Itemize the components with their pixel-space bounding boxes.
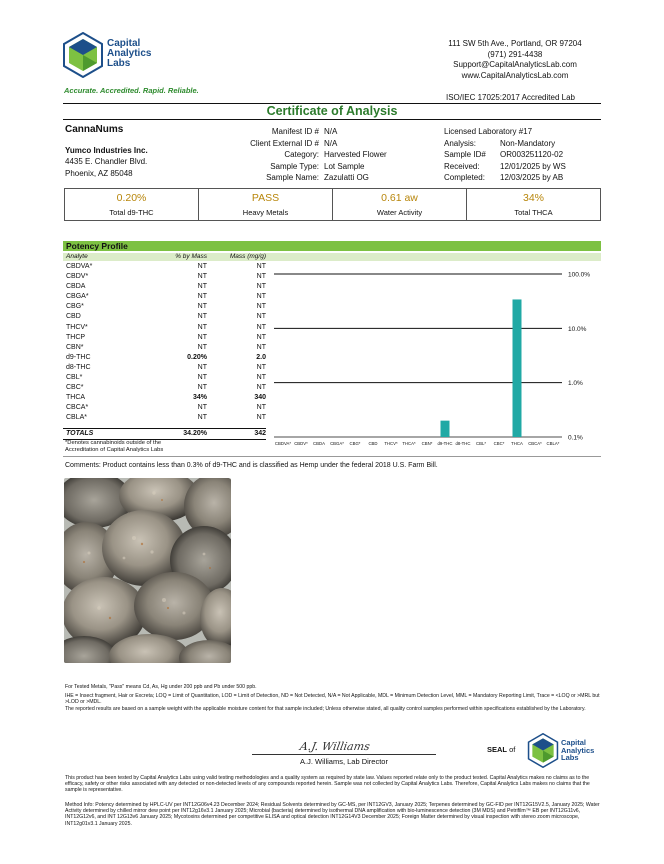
analyte-name: CBD <box>66 313 81 321</box>
analyte-name: THCV* <box>66 323 88 331</box>
analyte-name: d9-THC <box>66 353 91 361</box>
manifest-block <box>228 126 408 184</box>
y-tick-label: 100.0% <box>568 271 591 279</box>
x-tick-label: CBD <box>368 441 378 446</box>
licensed-row: Completed: 12/03/2025 by AB <box>444 173 564 182</box>
accreditation: ISO/IEC 17025:2017 Accredited Lab <box>446 93 575 102</box>
potency-row <box>63 282 268 292</box>
potency-row <box>63 403 268 413</box>
analyte-mg: NT <box>256 343 266 351</box>
analyte-mg: NT <box>256 363 266 371</box>
potency-table <box>63 262 268 424</box>
potency-row <box>63 272 268 282</box>
potency-row <box>63 373 268 383</box>
lab-name-line1: Capital <box>107 38 141 49</box>
analyte-mg: NT <box>256 293 266 301</box>
method-info: Method Info: Potency determined by HPLC-UV per INT12G06v4.23 December 2024; Residual Solvents determined by GC-MS, per INT12GV3, January 2025; Terpenes determined by GC-FID per INT12G15V2.5, January 2025; Water Activity determined by chilled mirror dew point per INT12g16v3.1 January 2025; Microbial (bacteria) determined by isothermal DNA amplification with bio-luminescence detection (3M MDS) and Petrifilm™ EB per INT12G11v6, INT12G12v6, and INT 12G13v6 January 2025; Mycotoxins determined per competitive ELISA and optical detection INT12G14V3 December 2025; Foreign Matter determined by visual inspection with stereo zoom microscope, INT12g01v3.1 January 2025. <box>65 802 600 827</box>
x-tick-label: CBN* <box>421 441 433 446</box>
sample-photo <box>64 478 231 663</box>
lab-name-line2: Analytics <box>107 48 152 59</box>
x-tick-label: CBC* <box>493 441 505 446</box>
analyte-pct: NT <box>197 303 207 311</box>
analyte-mg: NT <box>256 263 266 270</box>
notes-block <box>65 684 601 712</box>
manifest-row: Category: Harvested Flower <box>284 150 387 159</box>
signature-name: A.J. Williams, Lab Director <box>300 757 388 766</box>
manifest-row: Manifest ID # N/A <box>271 127 338 136</box>
potency-totals-row <box>63 428 266 440</box>
summary-water-activity: 0.61 aw Water Activity <box>333 189 467 220</box>
lab-name-line3: Labs <box>107 58 131 69</box>
analyte-mg: 340 <box>254 394 266 402</box>
potency-row <box>63 292 268 302</box>
analyte-pct: NT <box>197 384 207 392</box>
analyte-name: CBGA* <box>66 293 89 301</box>
client-brand: CannaNums <box>65 124 124 135</box>
comments: Comments: Product contains less than 0.3% of d9-THC and is classified as Hemp under the federal 2018 U.S. Farm Bill. <box>65 462 438 469</box>
analyte-pct: NT <box>197 374 207 382</box>
bar <box>441 421 450 437</box>
client-street: 4435 E. Chandler Blvd. <box>65 157 148 166</box>
client-block <box>65 124 148 179</box>
analyte-mg: NT <box>256 303 266 311</box>
hexagon-seal-icon <box>527 733 559 768</box>
x-tick-label: CBGA* <box>330 441 344 446</box>
disclaimer: This product has been tested by Capital Analytics Labs using valid testing methodologies and a quality system as required by state law. Values reported relate only to the product tested. Capital Analytics makes no claims as to the efficacy, safety or other risks associated with any detected or non-detected levels of any compounds reported herein. Sample was not collected by Capital Analytics Labs. Therefore, Capital Analytics Labs makes no claims that the sample is representative. <box>65 775 590 794</box>
analyte-pct: NT <box>197 283 207 291</box>
potency-row <box>63 333 268 343</box>
manifest-row: Client External ID # N/A <box>250 138 338 148</box>
analyte-pct: NT <box>197 323 207 331</box>
analyte-pct: NT <box>197 293 207 301</box>
x-tick-label: CBDV* <box>294 441 308 446</box>
x-tick-label: d8-THC <box>455 441 471 446</box>
licensed-row: Received: 12/01/2025 by WS <box>444 161 566 171</box>
potency-row <box>63 262 268 272</box>
analyte-mg: NT <box>256 404 266 412</box>
manifest-row: Sample Type: Lot Sample <box>270 161 365 171</box>
signature-script: A.J. Williams <box>298 740 371 753</box>
analyte-pct: NT <box>197 404 207 412</box>
lab-address: 111 SW 5th Ave., Portland, OR 97204 <box>448 39 582 48</box>
title-rule <box>63 119 601 120</box>
analyte-name: CBLA* <box>66 414 88 422</box>
note-basis: The reported results are based on a sample weight with the applicable moisture content for that sample included; Unless otherwise stated, all quality control samples performed within specifications established by the Laboratory. <box>65 705 586 712</box>
analyte-mg: 2.0 <box>256 353 266 361</box>
analyte-pct: NT <box>197 333 207 341</box>
potency-subheader: Analyte % by Mass Mass (mg/g) <box>63 253 601 261</box>
licensed-title: Licensed Laboratory #17 <box>444 127 533 136</box>
analyte-mg: NT <box>256 333 266 341</box>
cannabis-flower-photo <box>64 478 231 663</box>
licensed-row: Sample ID# OR003251120-02 <box>444 150 564 159</box>
summary-heavy-metals: PASS Heavy Metals <box>199 189 333 220</box>
client-city: Phoenix, AZ 85048 <box>65 168 133 178</box>
analyte-mg: NT <box>256 323 266 331</box>
potency-row <box>63 302 268 312</box>
potency-row <box>63 343 268 353</box>
potency-bottom-rule <box>63 456 601 457</box>
potency-row <box>63 353 268 363</box>
x-tick-label: THCA* <box>402 441 416 446</box>
potency-row <box>63 312 268 322</box>
x-tick-label: CBDVA* <box>274 441 292 446</box>
signature-line <box>252 754 436 755</box>
x-tick-label: CBLA* <box>546 441 560 446</box>
analyte-name: CBL* <box>66 374 83 382</box>
page-title: Certificate of Analysis <box>266 104 398 118</box>
note-legend: IHE = Insect fragment, Hair or Excreta; LOQ = Limit of Quantitation, LOD = Limit of Detection, ND = Not Detected, N/A = Not Applicable, MDL = Minimum Detection Level, MML = Mandatory Reporting Limit, Trace = <LOQ or >MRL but >LOD or >MDL. <box>65 693 600 706</box>
potency-row <box>63 413 268 423</box>
x-tick-label: CBL* <box>475 441 487 446</box>
analyte-name: CBDVA* <box>66 263 93 270</box>
seal-logo: Capital Analytics Labs <box>527 733 607 769</box>
analyte-mg: NT <box>256 414 266 422</box>
lab-tagline: Accurate. Accredited. Rapid. Reliable. <box>64 86 199 95</box>
potency-chart <box>270 262 601 454</box>
analyte-mg: NT <box>256 374 266 382</box>
analyte-name: THCA <box>66 394 86 402</box>
analyte-mg: NT <box>256 384 266 392</box>
analyte-mg: NT <box>256 283 266 291</box>
analyte-mg: NT <box>256 273 266 281</box>
x-tick-label: d9-THC <box>437 441 453 446</box>
analyte-pct: NT <box>197 363 207 371</box>
analyte-pct: NT <box>197 414 207 422</box>
lab-address-block <box>430 39 600 81</box>
lab-website[interactable]: www.CapitalAnalyticsLab.com <box>461 70 569 80</box>
totals-label: TOTALS <box>66 430 94 437</box>
analyte-pct: NT <box>197 273 207 281</box>
analyte-name: CBCA* <box>66 404 89 412</box>
summary-total-d9-thc: 0.20% Total d9-THC <box>65 189 199 220</box>
summary-box <box>64 188 601 221</box>
licensed-block <box>444 126 604 184</box>
potency-row <box>63 383 268 393</box>
x-tick-label: CBDA <box>313 441 325 446</box>
potency-footnote: *Denotes cannabinoids outside of the Accreditation of Capital Analytics Labs <box>65 440 164 453</box>
potency-header: Potency Profile <box>63 241 601 251</box>
note-metals: For Tested Metals, "Pass" means Cd, As, Hg under 200 ppb and Pb under 500 ppb. <box>65 684 257 690</box>
analyte-name: THCP <box>66 333 86 341</box>
analyte-name: CBC* <box>66 384 84 392</box>
lab-email[interactable]: Support@CapitalAnalyticsLab.com <box>453 60 577 69</box>
analyte-pct: NT <box>197 343 207 351</box>
potency-row <box>63 323 268 333</box>
bar <box>513 299 522 437</box>
potency-row <box>63 363 268 373</box>
y-tick-label: 1.0% <box>568 380 583 388</box>
analyte-pct: 34% <box>192 394 207 402</box>
potency-row <box>63 393 268 403</box>
x-tick-label: THCA <box>511 441 523 446</box>
y-tick-label: 10.0% <box>568 325 587 333</box>
analyte-name: CBG* <box>66 303 84 311</box>
analyte-name: CBDA <box>66 283 86 291</box>
lab-phone: (971) 291-4438 <box>487 49 543 59</box>
analyte-pct: NT <box>197 313 207 321</box>
hexagon-logo-icon <box>62 32 104 78</box>
y-tick-label: 0.1% <box>568 434 583 442</box>
manifest-row: Sample Name: Zazulatti OG <box>266 173 369 182</box>
x-tick-label: CBG* <box>349 441 361 446</box>
x-tick-label: THCV* <box>384 441 398 446</box>
x-tick-label: CBCA* <box>528 441 542 446</box>
analyte-name: CBDV* <box>66 273 89 281</box>
totals-mg: 342 <box>254 430 266 437</box>
totals-pct: 34.20% <box>183 430 207 437</box>
client-company: Yumco Industries Inc. <box>65 145 148 155</box>
licensed-row: Analysis: Non-Mandatory <box>444 138 556 148</box>
summary-total-thca: 34% Total THCA <box>514 192 553 217</box>
seal-label: SEAL of <box>487 745 516 754</box>
analyte-name: d8-THC <box>66 363 91 371</box>
analyte-mg: NT <box>256 313 266 321</box>
analyte-pct: NT <box>197 263 207 270</box>
analyte-pct: 0.20% <box>187 353 207 361</box>
analyte-name: CBN* <box>66 343 84 351</box>
lab-logo <box>62 32 172 80</box>
